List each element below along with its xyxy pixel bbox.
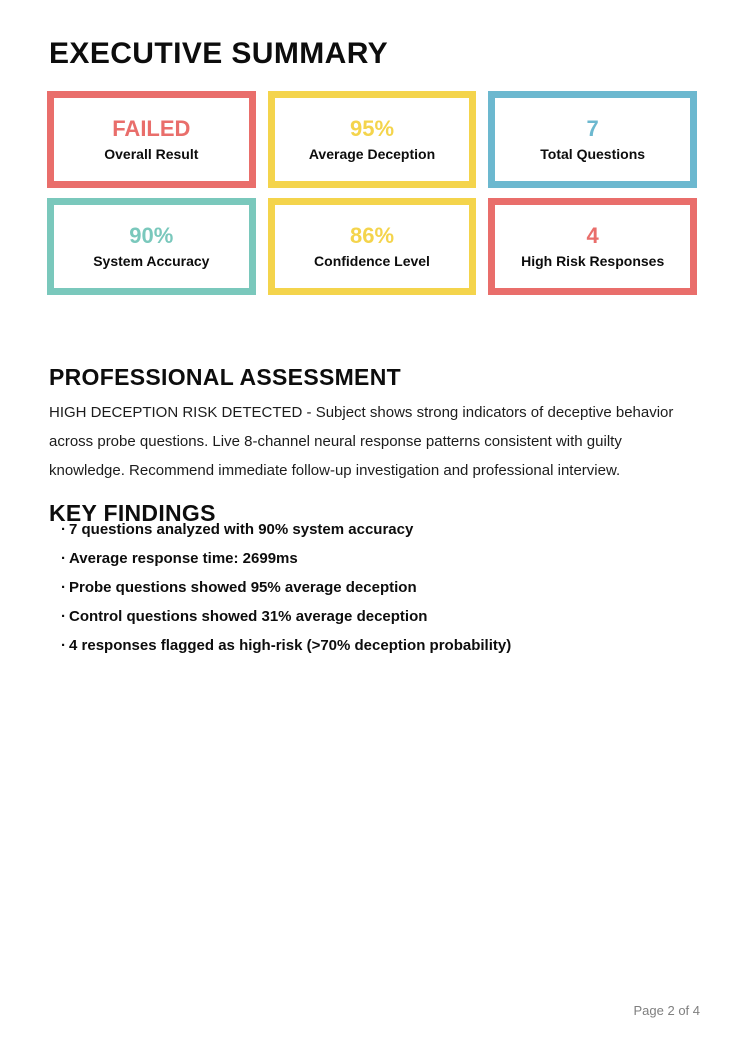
stat-card-overall-result: [47, 91, 256, 188]
stat-card-value: 7: [586, 116, 599, 141]
key-findings-list: [49, 522, 689, 667]
stat-card-label: Average Deception: [308, 146, 436, 162]
stat-cards-grid: [47, 91, 697, 295]
stat-card-total-questions: [488, 91, 697, 188]
stat-card-value: 90%: [129, 223, 174, 248]
assessment-section-heading: PROFESSIONAL ASSESSMENT: [49, 364, 401, 391]
stat-card-label: Total Questions: [540, 146, 646, 162]
assessment-body-text: HIGH DECEPTION RISK DETECTED - Subject shows strong indicators of deceptive behavior across probe questions. Live 8-channel neural response patterns consistent with guilty knowledge. Recommend immediate follow-up investigation and professional interview.: [49, 404, 674, 479]
stat-card-high-risk-responses: [488, 198, 697, 295]
stat-card-confidence-level: [268, 198, 477, 295]
page-title: EXECUTIVE SUMMARY: [49, 37, 389, 71]
stat-card-value: 95%: [349, 116, 395, 141]
key-finding-item: · 4 responses flagged as high-risk (>70% deception probability): [49, 638, 689, 653]
stat-card-value: 4: [586, 223, 599, 248]
stat-card-value: 86%: [349, 223, 395, 248]
key-finding-item: · 7 questions analyzed with 90% system accuracy: [49, 522, 689, 537]
key-finding-item: · Average response time: 2699ms: [49, 551, 689, 566]
stat-card-label: Confidence Level: [314, 253, 430, 269]
page-number: Page 2 of 4: [633, 1003, 700, 1018]
key-finding-item: · Control questions showed 31% average deception: [49, 609, 689, 624]
key-finding-item: · Probe questions showed 95% average deception: [49, 580, 689, 595]
stat-card-value: FAILED: [112, 116, 191, 141]
stat-card-label: High Risk Responses: [521, 253, 665, 269]
findings-section-heading: KEY FINDINGS: [49, 500, 216, 527]
stat-card-average-deception: [268, 91, 477, 188]
stat-card-system-accuracy: [47, 198, 256, 295]
stat-card-label: System Accuracy: [93, 253, 210, 269]
stat-card-label: Overall Result: [104, 146, 199, 162]
